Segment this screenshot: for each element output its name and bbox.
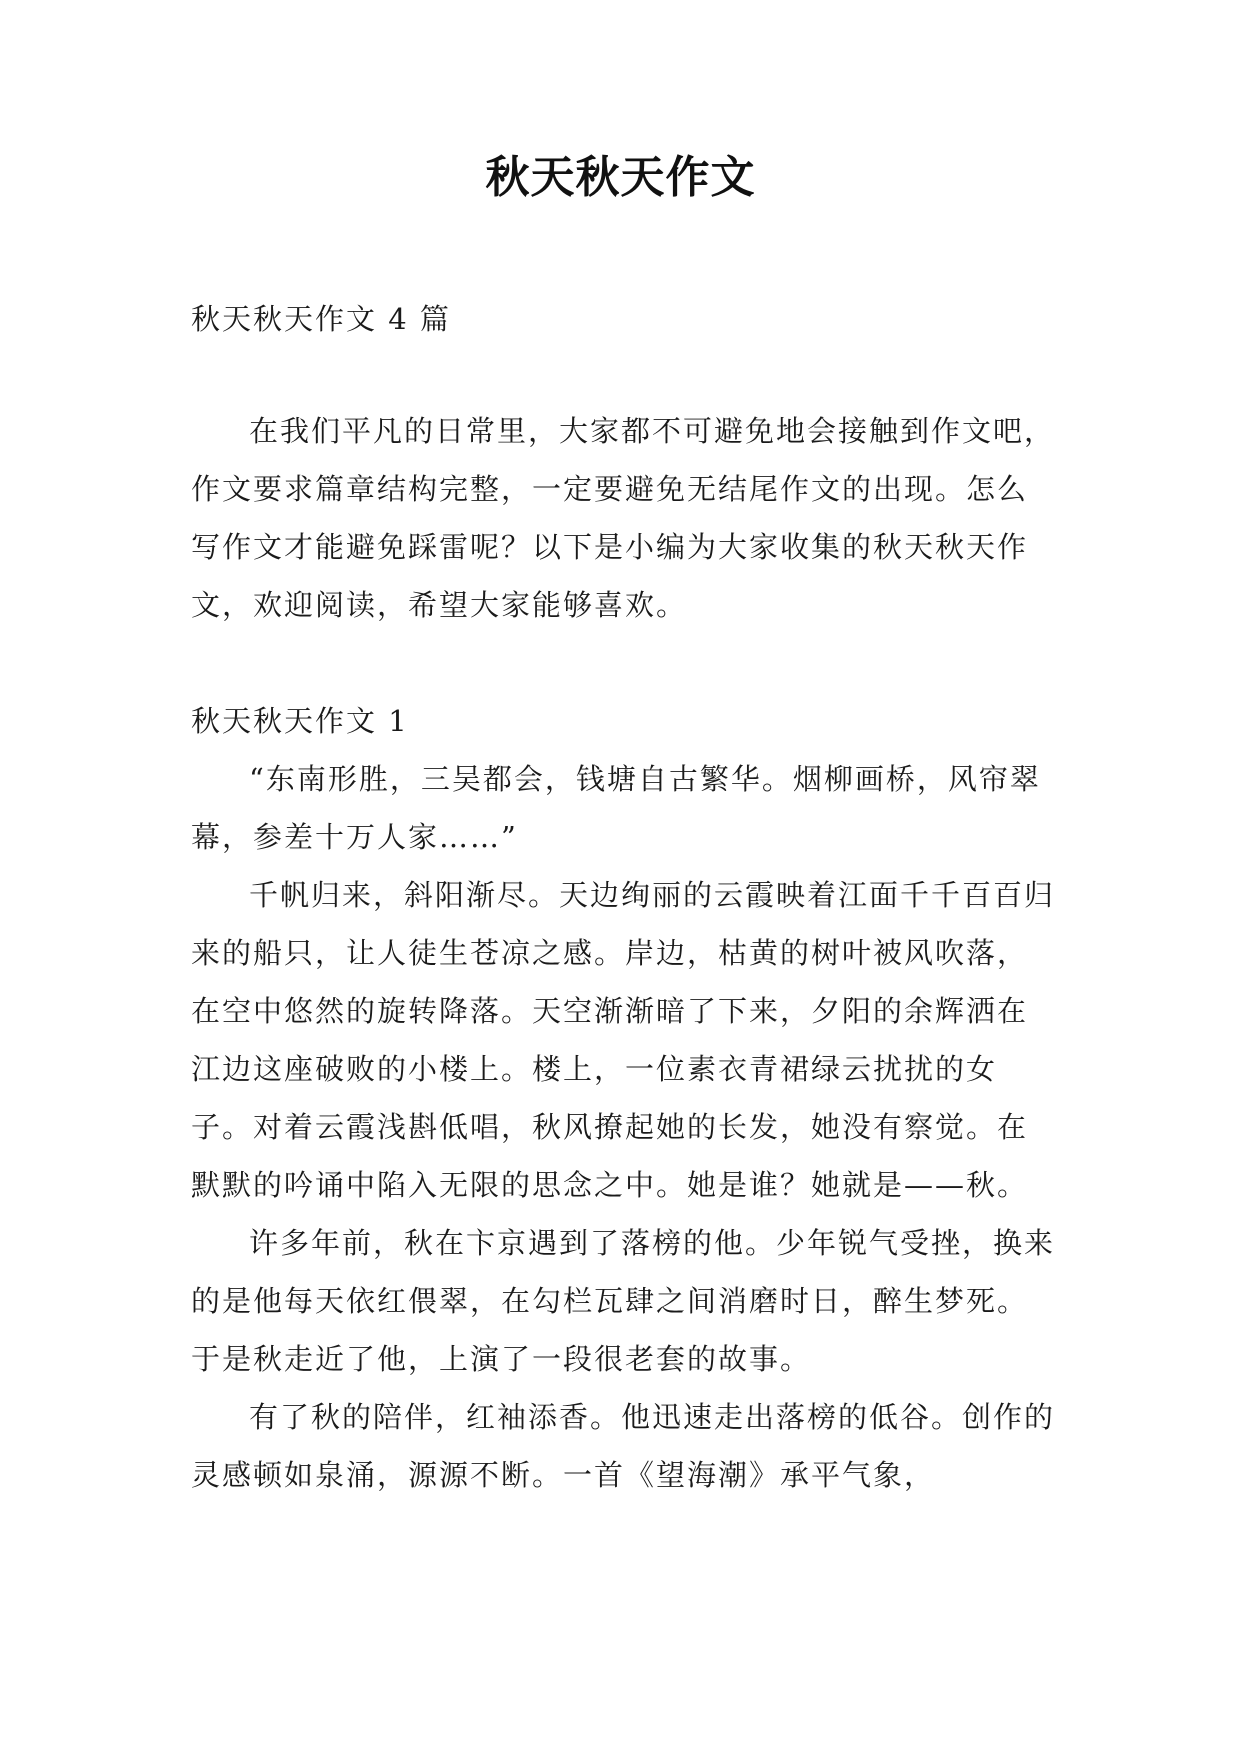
intro-section (191, 402, 1057, 634)
intro-paragraph: 在我们平凡的日常里，大家都不可避免地会接触到作文吧，作文要求篇章结构完整，一定要避免无结尾作文的出现。怎么写作文才能避免踩雷呢？以下是小编为大家收集的秋天秋天作文，欢迎阅读，希望大家能够喜欢。 (191, 414, 1056, 622)
essay-1-heading-block (191, 692, 1057, 750)
essay-1-paragraph: “东南形胜，三吴都会，钱塘自古繁华。烟柳画桥，风帘翠幕，参差十万人家……” (191, 762, 1041, 854)
essay-1-heading: 秋天秋天作文 1 (191, 704, 409, 738)
collection-heading: 秋天秋天作文 4 篇 (191, 302, 451, 336)
document-title: 秋天秋天作文 (485, 152, 756, 203)
essay-1-paragraph: 有了秋的陪伴，红袖添香。他迅速走出落榜的低谷。创作的灵感顿如泉涌，源源不断。一首《望海潮》承平气象， (191, 1400, 1056, 1492)
essay-1-body (191, 750, 1057, 1504)
collection-heading-block (191, 290, 1057, 348)
essay-1-paragraph: 许多年前，秋在卞京遇到了落榜的他。少年锐气受挫，换来的是他每天依红偎翠，在勾栏瓦肆之间消磨时日，醉生梦死。于是秋走近了他，上演了一段很老套的故事。 (191, 1226, 1056, 1376)
essay-1-paragraph: 千帆归来，斜阳渐尽。天边绚丽的云霞映着江面千千百百归来的船只，让人徒生苍凉之感。岸边，枯黄的树叶被风吹落，在空中悠然的旋转降落。天空渐渐暗了下来，夕阳的余辉洒在江边这座破败的小楼上。楼上，一位素衣青裙绿云扰扰的女子。对着云霞浅斟低唱，秋风撩起她的长发，她没有察觉。在默默的吟诵中陷入无限的思念之中。她是谁？她就是——秋。 (191, 878, 1056, 1202)
